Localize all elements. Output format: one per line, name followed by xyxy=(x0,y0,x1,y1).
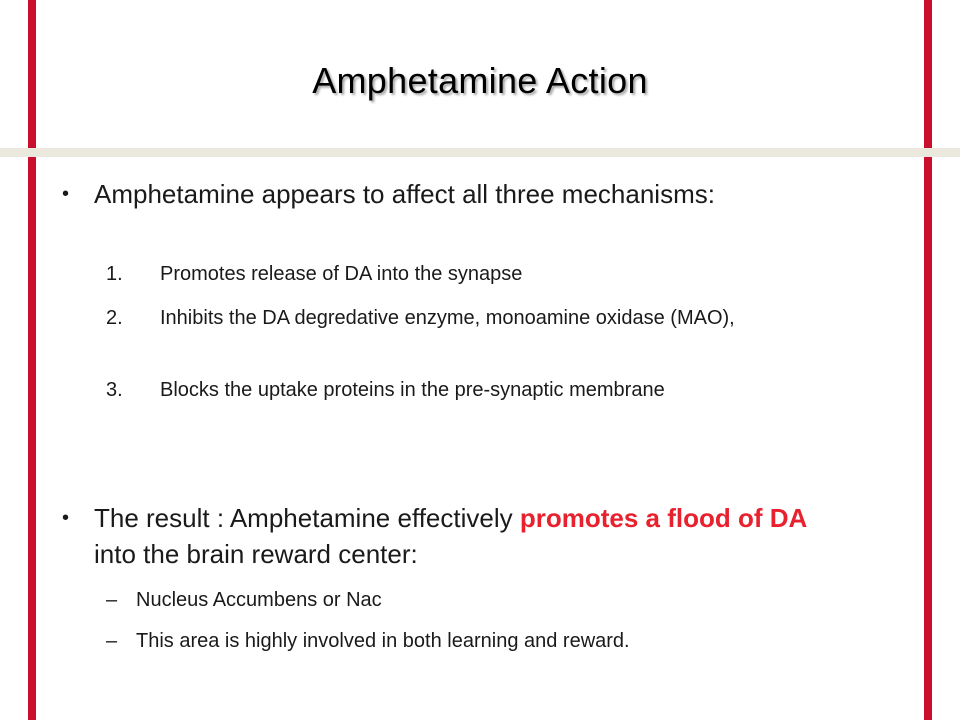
title-divider xyxy=(0,148,960,157)
result-text-before: The result : Amphetamine effectively xyxy=(94,503,520,533)
list-marker: 3. xyxy=(106,379,123,401)
bullet-text: Amphetamine appears to affect all three mechanisms: xyxy=(94,179,715,209)
bullet-dot-icon: • xyxy=(62,183,70,205)
bullet-dot-icon: • xyxy=(62,507,70,529)
list-item-text: Promotes release of DA into the synapse xyxy=(160,263,523,285)
bullet-text xyxy=(94,500,854,572)
list-item-text: Nucleus Accumbens or Nac xyxy=(136,589,382,611)
slide-title: Amphetamine Action xyxy=(312,60,648,101)
right-accent-bar xyxy=(924,0,932,720)
dash-marker: – xyxy=(106,630,118,652)
result-highlight: promotes a flood of DA xyxy=(519,503,808,533)
list-item-text: Inhibits the DA degredative enzyme, monoamine oxidase (MAO), xyxy=(160,307,735,329)
list-marker: 1. xyxy=(106,263,123,285)
list-item-text: Blocks the uptake proteins in the pre-synaptic membrane xyxy=(160,379,665,401)
list-item-text: This area is highly involved in both learning and reward. xyxy=(136,630,630,652)
dash-marker: – xyxy=(106,589,118,611)
list-marker: 2. xyxy=(106,307,123,329)
left-accent-bar xyxy=(28,0,36,720)
result-text-after: into the brain reward center: xyxy=(94,539,418,569)
